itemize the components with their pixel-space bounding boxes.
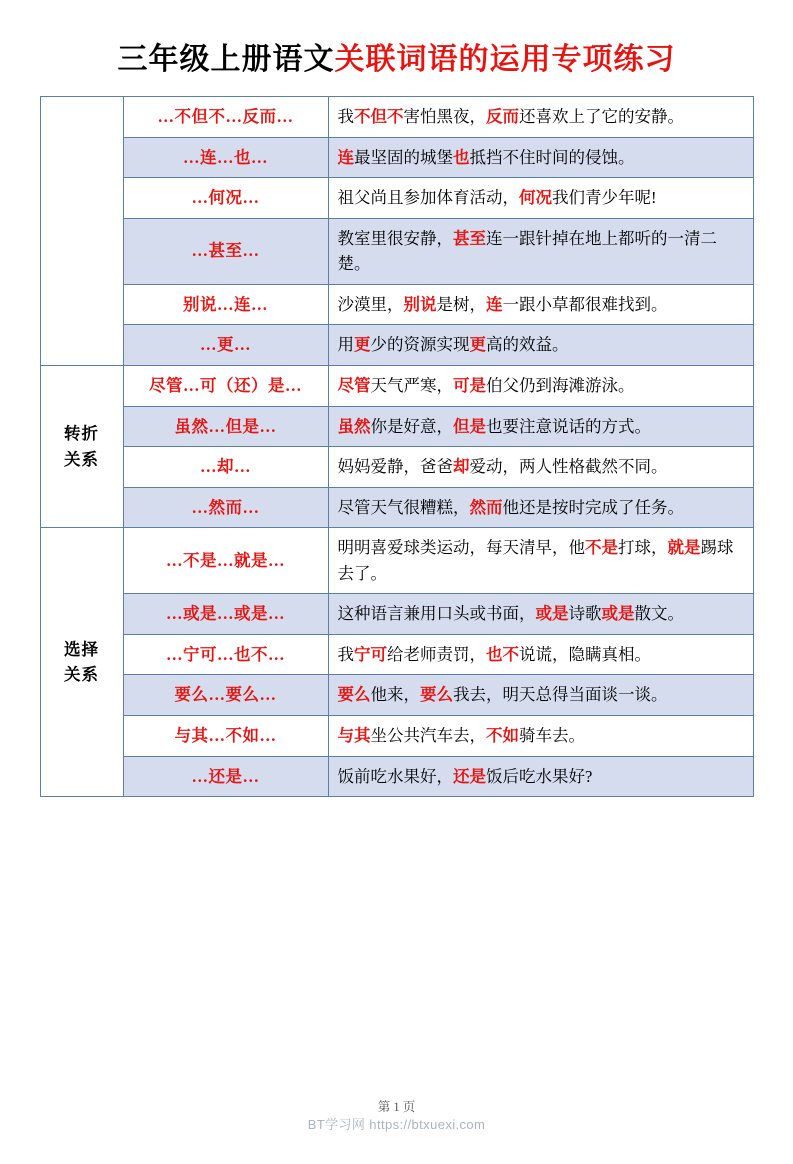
sentence-text: 打球， xyxy=(618,538,668,558)
highlighted-connective: 何况 xyxy=(519,188,552,208)
example-sentence-cell xyxy=(328,756,753,797)
example-sentence-cell xyxy=(328,97,753,138)
sentence-text: 天气严寒， xyxy=(370,375,453,395)
sentence-text: 我 xyxy=(337,107,354,126)
highlighted-connective: 或是 xyxy=(535,604,569,624)
table-row xyxy=(40,325,753,366)
connective-cell: …连…也… xyxy=(123,137,328,178)
highlighted-connective: 然而 xyxy=(469,497,503,517)
sentence-text: 还喜欢上了它的安静。 xyxy=(519,107,684,126)
sentence-text: 踢球去了。 xyxy=(337,538,734,583)
table-row xyxy=(40,487,753,528)
connective-cell: …甚至… xyxy=(123,218,328,284)
sentence-text: 我们青少年呢! xyxy=(552,188,657,208)
highlighted-connective: 要么 xyxy=(337,685,371,705)
highlighted-connective: 可是 xyxy=(453,375,486,395)
sentence-text: 散文。 xyxy=(634,604,684,624)
group-label-line: 转折 xyxy=(64,424,99,443)
connective-cell: 虽然…但是… xyxy=(123,406,328,447)
sentence-text: 也要注意说话的方式。 xyxy=(486,416,651,436)
table-row xyxy=(40,594,753,635)
table-row xyxy=(40,634,753,675)
highlighted-connective: 连 xyxy=(486,294,503,314)
sentence-text: 骑车去。 xyxy=(519,726,585,745)
example-sentence-cell xyxy=(328,284,753,325)
sentence-text: 坐公共汽车去， xyxy=(370,726,486,745)
table-row xyxy=(40,97,753,138)
group-label-cell xyxy=(40,528,123,797)
sentence-text: 祖父尚且参加体育活动， xyxy=(337,188,519,208)
sentence-text: 教室里很安静， xyxy=(337,228,453,248)
highlighted-connective: 与其 xyxy=(337,726,371,745)
connective-cell: …然而… xyxy=(123,487,328,528)
group-label-line: 选择 xyxy=(64,639,99,659)
sentence-text: 他来， xyxy=(370,685,420,705)
sentence-text: 沙漠里， xyxy=(337,294,404,314)
highlighted-connective: 宁可 xyxy=(354,644,387,664)
group-label-line: 关系 xyxy=(64,449,99,469)
group-label-cell xyxy=(40,97,123,366)
table-row xyxy=(40,716,753,757)
connective-cell: 尽管…可（还）是… xyxy=(123,365,328,406)
highlighted-connective: 甚至 xyxy=(453,228,486,248)
highlighted-connective: 就是 xyxy=(667,538,701,558)
highlighted-connective: 但是 xyxy=(453,416,486,436)
page-title-black: 三年级上册语文 xyxy=(117,43,335,76)
example-sentence-cell xyxy=(328,137,753,178)
sentence-text: 最坚固的城堡 xyxy=(354,147,453,167)
sentence-text: 连一跟针掉在地上都听的一清二楚。 xyxy=(337,228,717,274)
sentence-text: 少的资源实现 xyxy=(370,335,470,355)
highlighted-connective: 虽然 xyxy=(337,416,371,436)
page-title-red: 关联词语的运用专项练习 xyxy=(334,43,676,76)
sentence-text: 一跟小草都很难找到。 xyxy=(502,294,668,314)
sentence-text: 高的效益。 xyxy=(486,335,569,355)
sentence-text: 是树， xyxy=(436,294,486,314)
sentence-text: 尽管天气很糟糕， xyxy=(337,497,470,517)
connective-cell: …不是…就是… xyxy=(123,528,328,594)
highlighted-connective: 却 xyxy=(453,457,470,477)
table-row xyxy=(40,137,753,178)
highlighted-connective: 要么 xyxy=(420,685,453,705)
watermark: BT学习网 https://btxuexi.com xyxy=(307,1117,486,1132)
highlighted-connective: 尽管 xyxy=(337,375,371,395)
connective-cell: …或是…或是… xyxy=(123,594,328,635)
table-row xyxy=(40,218,753,284)
sentence-text: 爱动，两人性格截然不同。 xyxy=(469,457,668,477)
example-sentence-cell xyxy=(328,675,753,716)
example-sentence-cell xyxy=(328,634,753,675)
sentence-text: 明明喜爱球类运动，每天清早，他 xyxy=(337,538,585,558)
highlighted-connective: 也不 xyxy=(486,644,519,664)
example-sentence-cell xyxy=(328,365,753,406)
highlighted-connective: 反而 xyxy=(486,107,519,126)
highlighted-connective: 不是 xyxy=(585,538,618,558)
group-label-cell xyxy=(40,365,123,527)
table-row xyxy=(40,178,753,219)
table-row xyxy=(40,406,753,447)
table-row xyxy=(40,365,753,406)
sentence-text: 妈妈爱静，爸爸 xyxy=(337,457,453,477)
sentence-text: 我去，明天总得当面谈一谈。 xyxy=(453,685,668,705)
highlighted-connective: 不但不 xyxy=(354,107,404,126)
page-title xyxy=(0,42,793,78)
sentence-text: 诗歌 xyxy=(568,604,602,624)
sentence-text: 说谎，隐瞒真相。 xyxy=(519,644,651,664)
sentence-text: 饭后吃水果好? xyxy=(486,766,593,786)
connective-cell: 别说…连… xyxy=(123,284,328,325)
connective-cell: …更… xyxy=(123,325,328,366)
highlighted-connective: 更 xyxy=(354,335,371,355)
sentence-text: 饭前吃水果好， xyxy=(337,766,453,786)
example-sentence-cell xyxy=(328,716,753,757)
connective-cell: …宁可…也不… xyxy=(123,634,328,675)
sentence-text: 抵挡不住时间的侵蚀。 xyxy=(469,147,635,167)
group-label-line: 关系 xyxy=(64,665,99,685)
table-row xyxy=(40,528,753,594)
example-sentence-cell xyxy=(328,406,753,447)
highlighted-connective: 还是 xyxy=(453,766,486,786)
highlighted-connective: 更 xyxy=(469,335,486,355)
example-sentence-cell xyxy=(328,178,753,219)
sentence-text: 害怕黑夜， xyxy=(403,107,486,126)
highlighted-connective: 连 xyxy=(337,147,354,167)
example-sentence-cell xyxy=(328,447,753,488)
table-row xyxy=(40,675,753,716)
example-sentence-cell xyxy=(328,325,753,366)
sentence-text: 伯父仍到海滩游泳。 xyxy=(486,375,635,395)
table-row xyxy=(40,756,753,797)
example-sentence-cell xyxy=(328,487,753,528)
sentence-text: 我 xyxy=(337,644,354,664)
example-sentence-cell xyxy=(328,218,753,284)
sentence-text: 他还是按时完成了任务。 xyxy=(502,497,684,517)
sentence-text: 给老师责罚， xyxy=(387,644,486,664)
highlighted-connective: 或是 xyxy=(601,604,635,624)
highlighted-connective: 也 xyxy=(453,147,470,167)
sentence-text: 你是好意， xyxy=(370,416,453,436)
highlighted-connective: 不如 xyxy=(486,726,519,745)
sentence-text: 用 xyxy=(337,335,354,355)
table-row xyxy=(40,284,753,325)
example-sentence-cell xyxy=(328,528,753,594)
table-row xyxy=(40,447,753,488)
connective-cell: 与其…不如… xyxy=(123,716,328,757)
example-sentence-cell xyxy=(328,594,753,635)
highlighted-connective: 别说 xyxy=(403,294,437,314)
worksheet-page xyxy=(0,42,793,1164)
connective-cell: …何况… xyxy=(123,178,328,219)
connective-cell: …却… xyxy=(123,447,328,488)
connectives-table xyxy=(40,96,754,797)
connective-cell: 要么…要么… xyxy=(123,675,328,716)
page-number: 第 1 页 xyxy=(377,1100,416,1114)
connective-cell: …不但不…反而… xyxy=(123,97,328,138)
connective-cell: …还是… xyxy=(123,756,328,797)
sentence-text: 这种语言兼用口头或书面， xyxy=(337,604,536,624)
